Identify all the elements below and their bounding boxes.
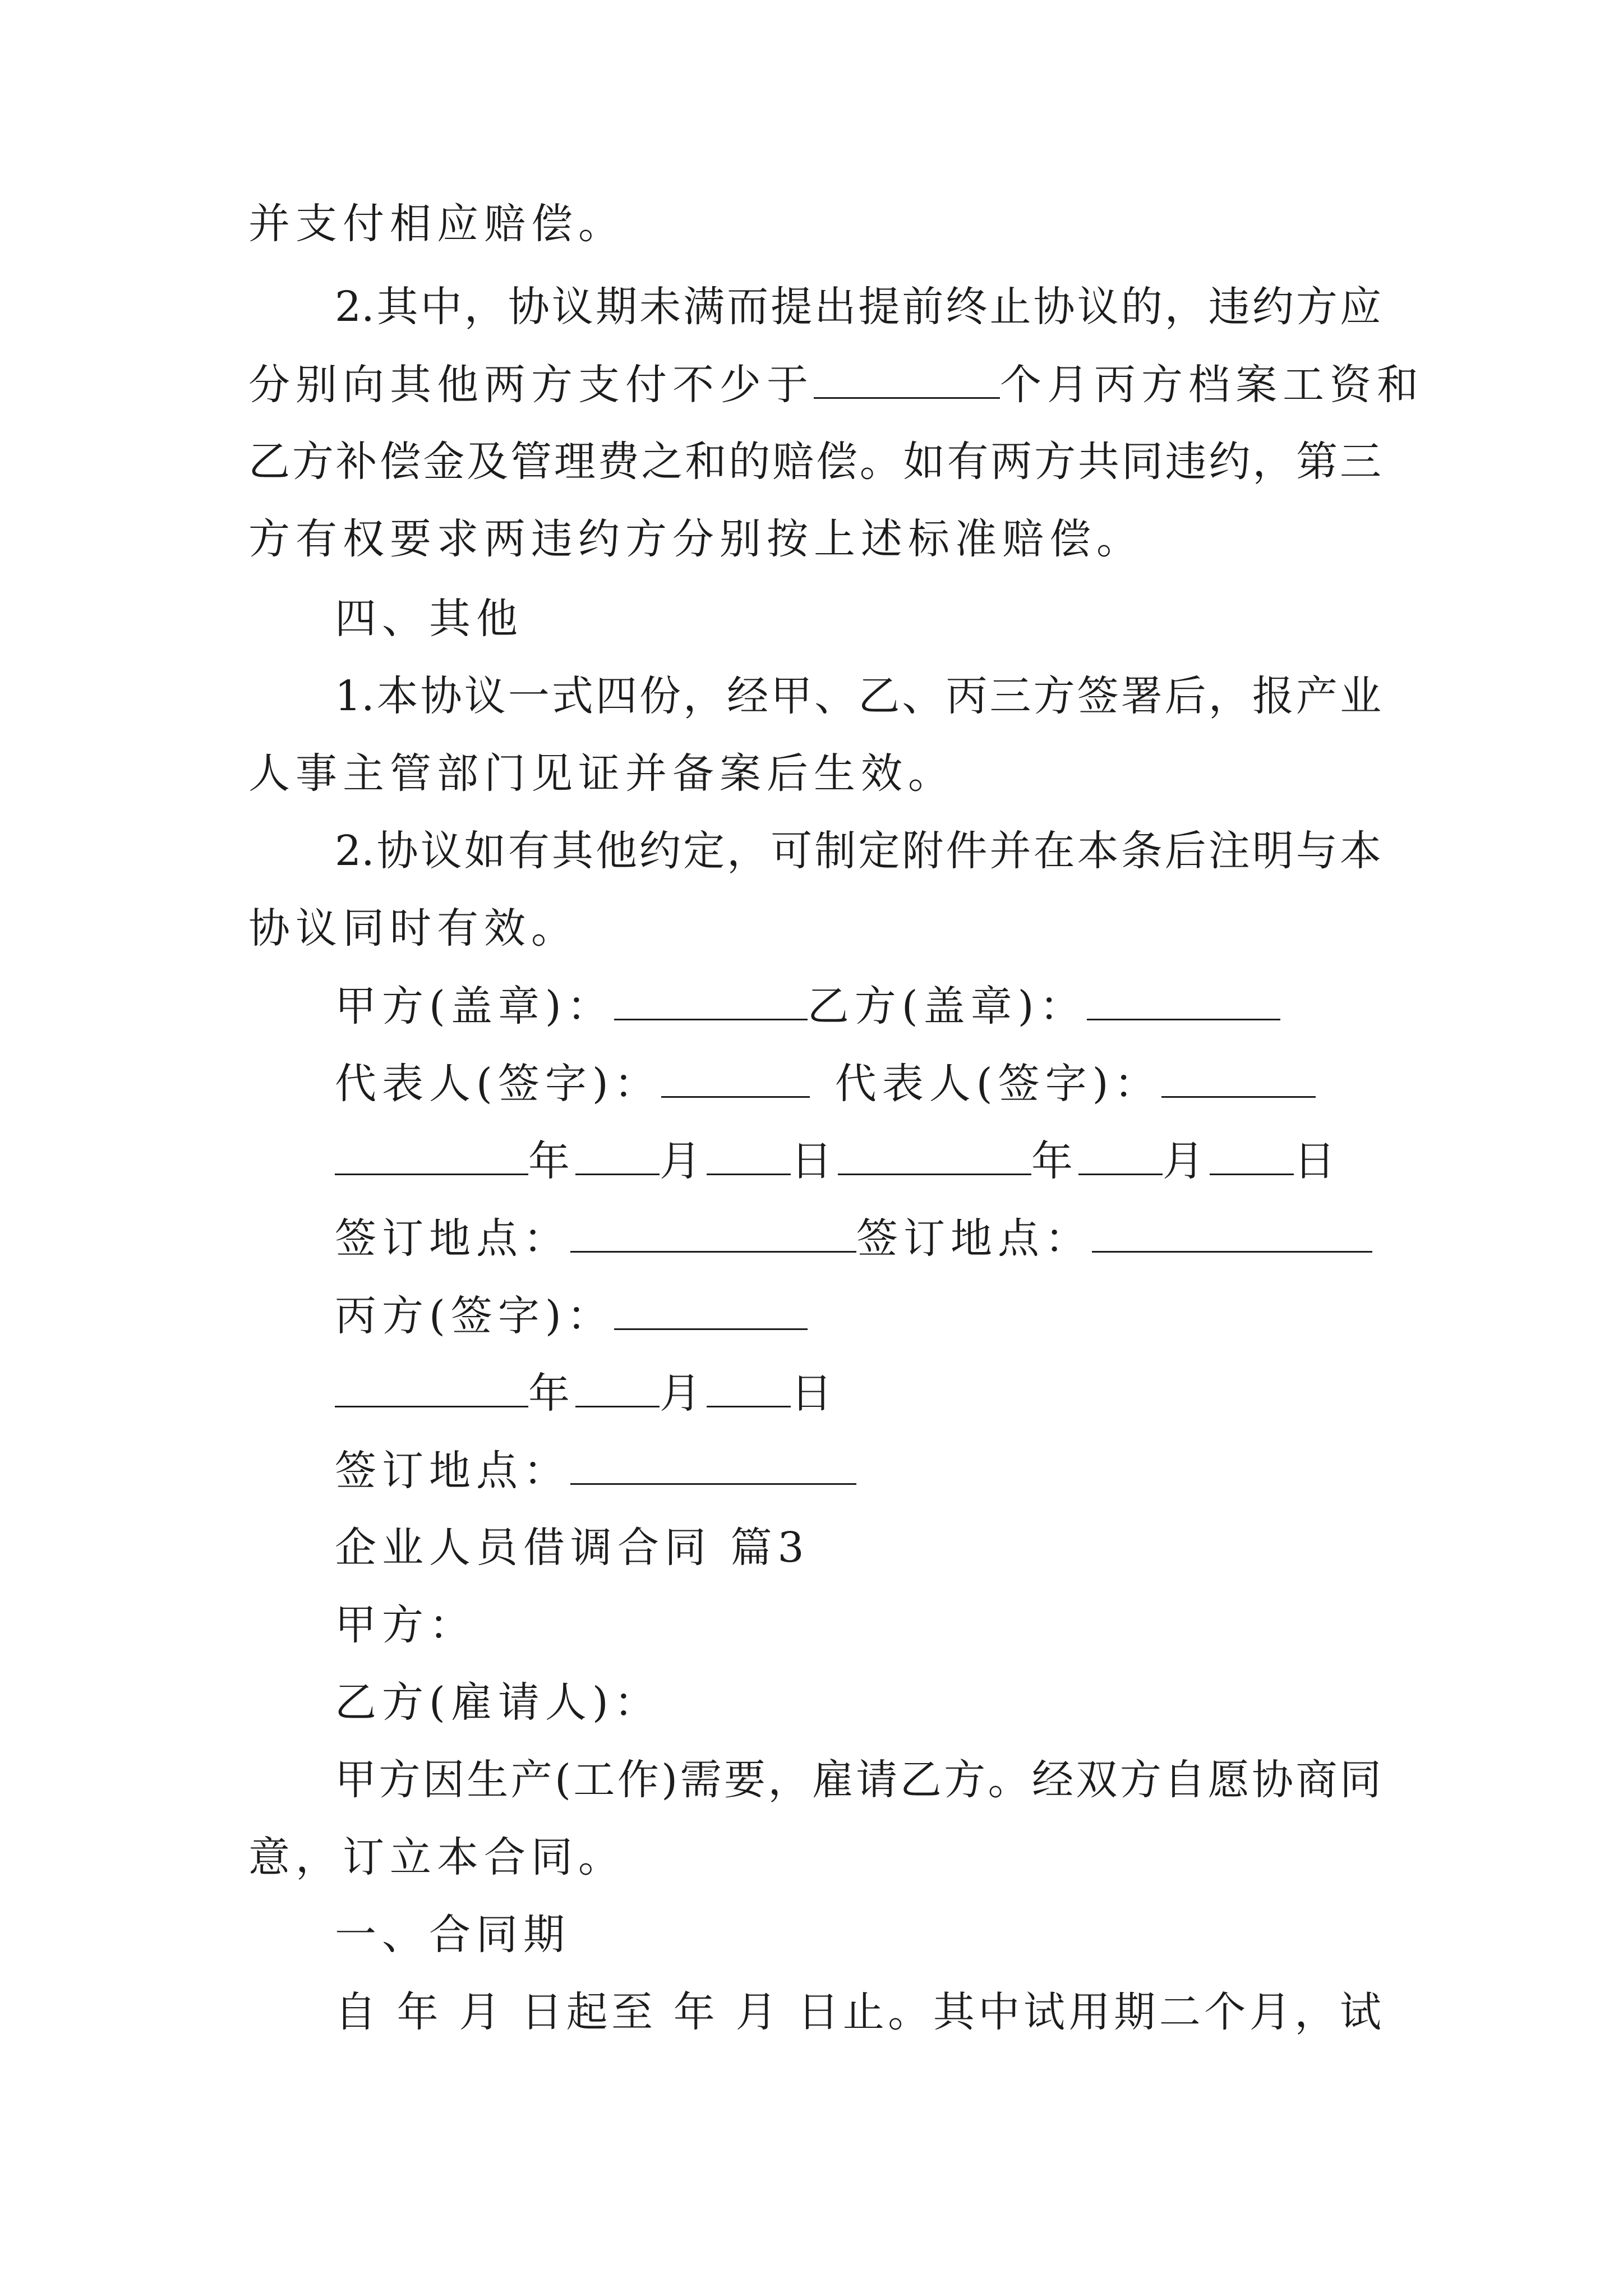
month-label: 月 xyxy=(1163,1137,1210,1185)
signature-line-representatives xyxy=(335,1060,1316,1108)
paragraph-line: 2.协议如有其他约定，可制定附件并在本条后注明与本 xyxy=(335,827,1381,875)
year-blank xyxy=(838,1140,1031,1175)
day-label: 日 xyxy=(791,1369,838,1418)
month-label: 月 xyxy=(660,1369,707,1418)
signature-line-date-c xyxy=(335,1369,838,1418)
contract-party-b: 乙方(雇请人)： xyxy=(335,1678,661,1727)
day-label: 日 xyxy=(1294,1137,1341,1185)
rep-2-blank xyxy=(1161,1062,1316,1098)
party-c-sign-label: 丙方(签字)： xyxy=(335,1292,614,1340)
party-b-seal-label: 乙方(盖章)： xyxy=(807,982,1087,1030)
sign-place-2-blank xyxy=(1092,1217,1372,1253)
sign-place-3-blank xyxy=(570,1450,856,1485)
contract-party-a: 甲方： xyxy=(335,1601,476,1649)
text-segment: 分别向其他两方支付不少于 xyxy=(248,361,814,409)
party-c-sign-blank xyxy=(614,1295,808,1330)
signature-line-place-c xyxy=(335,1447,856,1495)
signature-line-dates xyxy=(335,1137,1341,1185)
rep-1-blank xyxy=(661,1062,810,1098)
year-label: 年 xyxy=(1031,1137,1078,1185)
day-blank xyxy=(1210,1140,1294,1175)
year-label: 年 xyxy=(528,1137,575,1185)
paragraph-line: 2.其中，协议期未满而提出提前终止协议的，违约方应 xyxy=(335,283,1381,331)
party-b-seal-blank xyxy=(1087,985,1280,1020)
signature-line-places xyxy=(335,1214,1372,1263)
paragraph-line: 并支付相应赔偿。 xyxy=(248,200,625,248)
paragraph-line: 自 年 月 日起至 年 月 日止。其中试用期二个月，试 xyxy=(335,1988,1381,2036)
month-blank xyxy=(575,1140,660,1175)
day-label: 日 xyxy=(791,1137,838,1185)
party-a-seal-blank xyxy=(614,985,808,1020)
paragraph-line: 意，订立本合同。 xyxy=(248,1833,625,1881)
paragraph-line: 1.本协议一式四份，经甲、乙、丙三方签署后，报产业 xyxy=(335,672,1381,720)
year-label: 年 xyxy=(528,1369,575,1418)
sign-place-1-label: 签订地点： xyxy=(335,1214,570,1263)
rep-1-label: 代表人(签字)： xyxy=(335,1060,661,1108)
text-segment: 个月丙方档案工资和 xyxy=(1000,361,1424,409)
month-blank xyxy=(575,1372,660,1407)
signature-line-party-c xyxy=(335,1292,808,1340)
section-heading: 四、其他 xyxy=(335,595,523,643)
day-blank xyxy=(707,1140,791,1175)
year-blank xyxy=(335,1140,528,1175)
sign-place-1-blank xyxy=(570,1217,856,1253)
month-label: 月 xyxy=(660,1137,707,1185)
party-a-seal-label: 甲方(盖章)： xyxy=(335,982,614,1030)
day-blank xyxy=(707,1372,791,1407)
rep-2-label: 代表人(签字)： xyxy=(834,1060,1161,1108)
month-blank xyxy=(1078,1140,1163,1175)
section-heading: 一、合同期 xyxy=(335,1911,570,1959)
year-blank xyxy=(335,1372,528,1407)
paragraph-line: 甲方因生产(工作)需要，雇请乙方。经双方自愿协商同 xyxy=(335,1756,1381,1804)
paragraph-line: 人事主管部门见证并备案后生效。 xyxy=(248,749,955,798)
paragraph-line: 乙方补偿金及管理费之和的赔偿。如有两方共同违约，第三 xyxy=(248,438,1381,486)
sign-place-3-label: 签订地点： xyxy=(335,1447,570,1495)
contract-title: 企业人员借调合同 篇3 xyxy=(335,1524,810,1572)
signature-line-parties xyxy=(335,982,1280,1030)
sign-place-2-label: 签订地点： xyxy=(856,1214,1092,1263)
paragraph-line: 方有权要求两违约方分别按上述标准赔偿。 xyxy=(248,515,1144,563)
fill-blank xyxy=(814,364,1000,399)
paragraph-line: 协议同时有效。 xyxy=(248,904,578,953)
paragraph-line xyxy=(248,361,1424,409)
